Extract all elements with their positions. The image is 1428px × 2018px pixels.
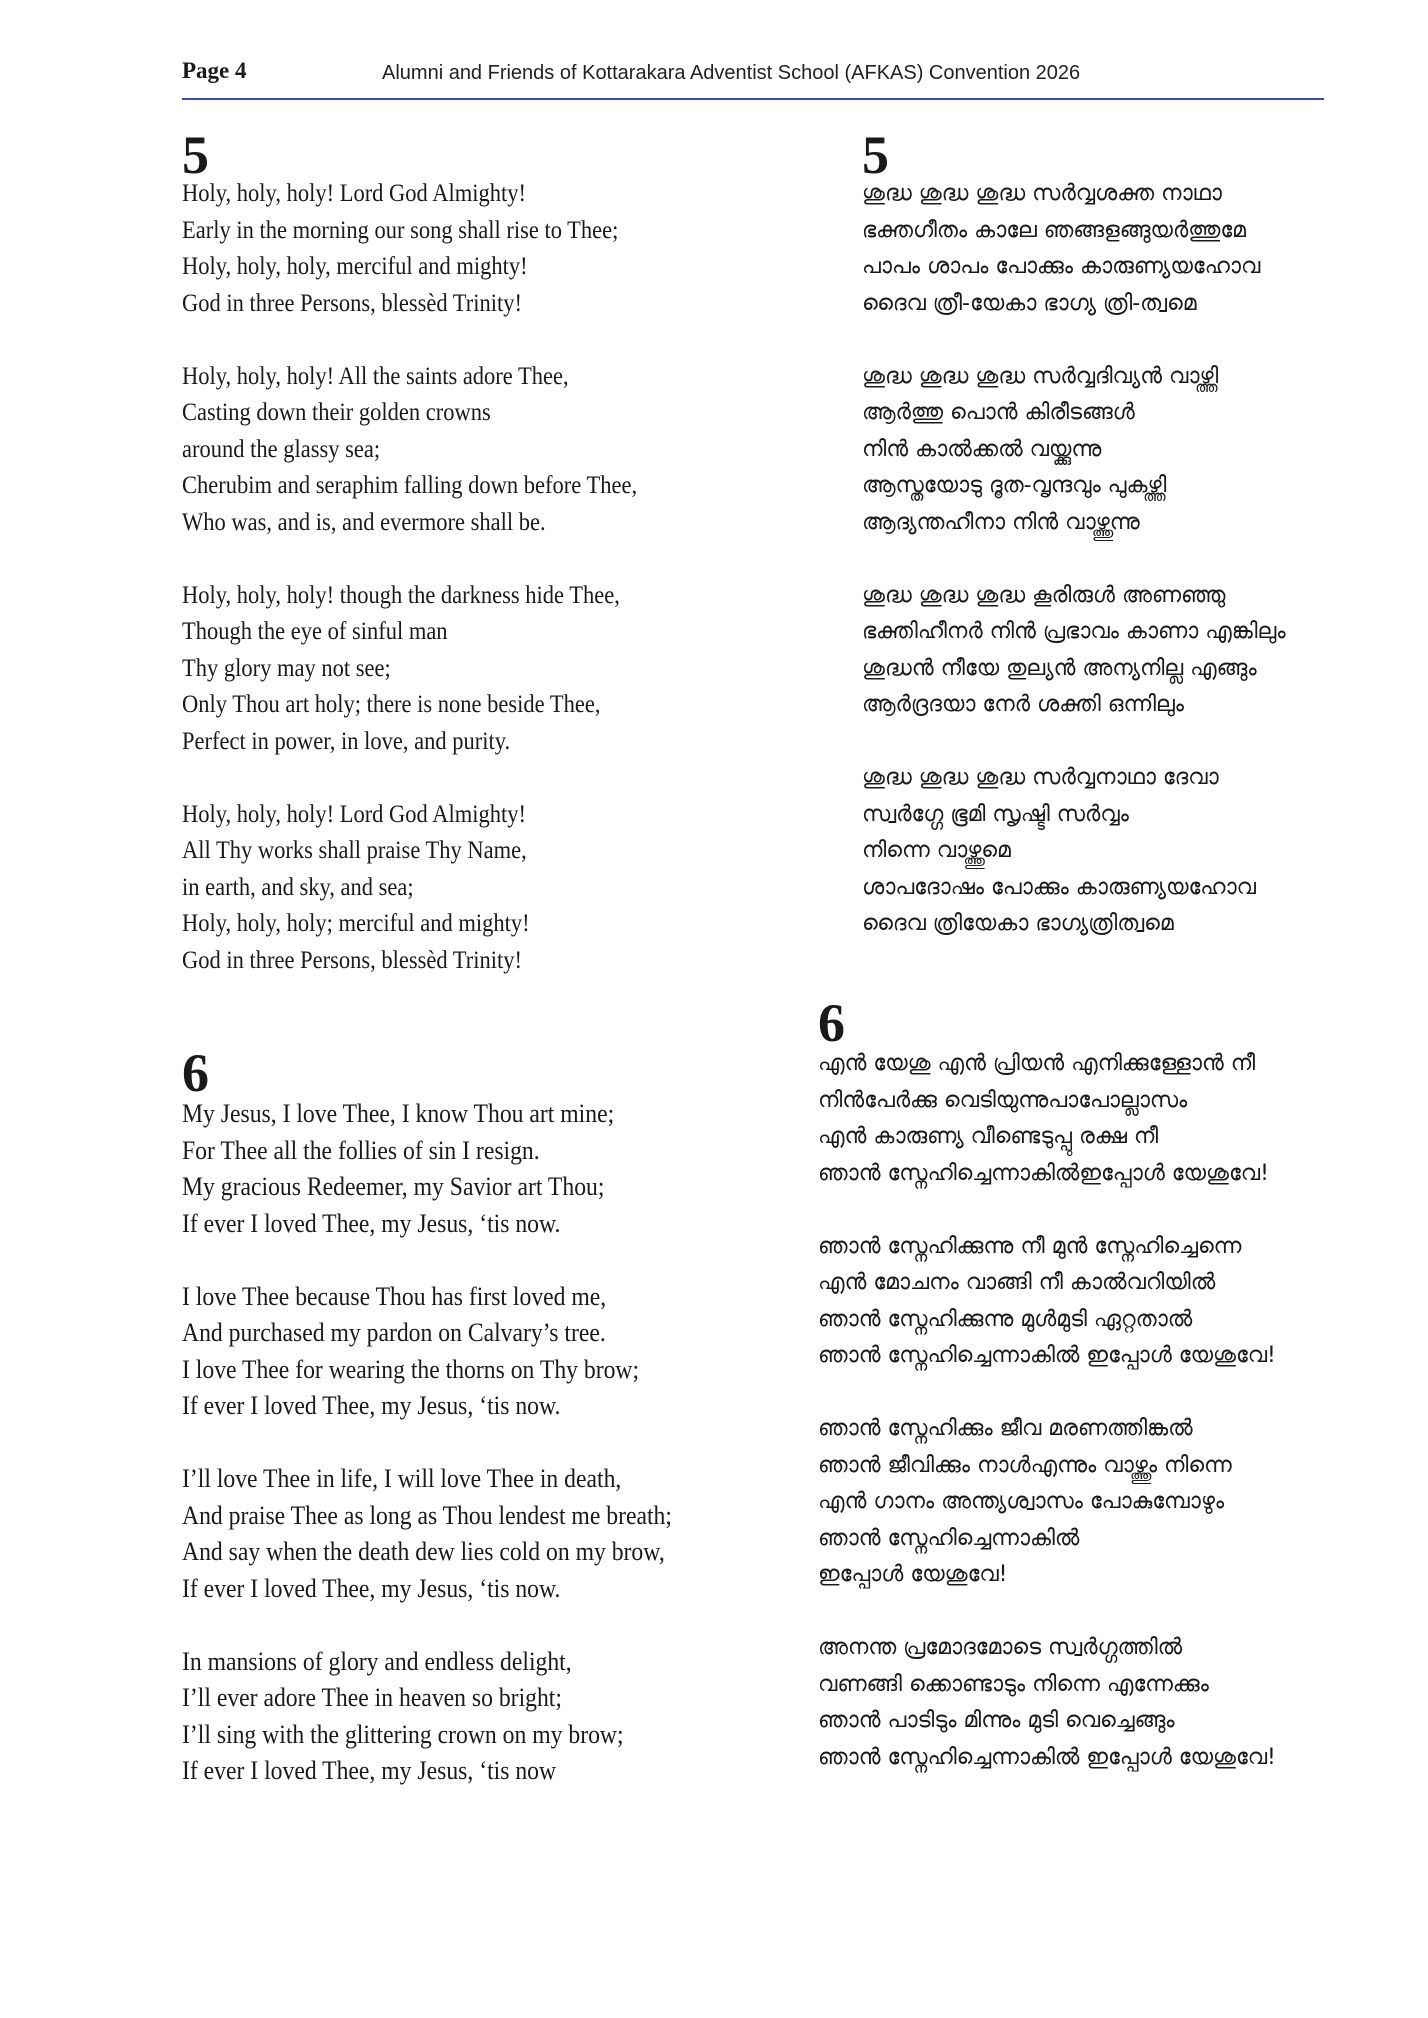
ml-hymn5-verse: [862, 176, 1286, 322]
en-hymn6-verse: [182, 1461, 672, 1607]
en-hymn5-line: Who was, and is, and evermore shall be.: [182, 508, 546, 536]
en-hymn5-line: Only Thou art holy; there is none beside Thee,: [182, 691, 601, 718]
en-hymn5-line: Cherubim and seraphim falling down before Thee,: [182, 472, 638, 499]
en-hymn5-line: Early in the morning our song shall rise to Thee;: [182, 216, 619, 244]
ml-hymn6-verse: [818, 1630, 1276, 1776]
ml-hymn6-line: എൻ കാരുണ്യ വീണ്ടെടുപ്പു രക്ഷ നീ: [818, 1124, 1159, 1149]
ml-hymn6-line: ഞാൻ സ്നേഹിച്ചെന്നാകിൽ ഇപ്പോൾ യേശുവേ!: [818, 1744, 1276, 1770]
en-hymn6-line: And say when the death dew lies cold on my brow,: [182, 1537, 665, 1566]
en-hymn5-line: in earth, and sky, and sea;: [182, 873, 414, 901]
ml-hymn5-line: ദൈവ ത്രിയേകാ ഭാഗ്യത്രിത്വമെ: [862, 911, 1174, 936]
ml-hymn5-line: ശുദ്ധ ശുദ്ധ ശുദ്ധ കൂരിരുൾ അണഞ്ഞു: [862, 582, 1226, 608]
ml-hymn5-line: ഭക്തിഹീനർ നിൻ പ്രഭാവം കാണാ എങ്കിലും: [862, 619, 1286, 644]
en-hymn5-line: Holy, holy, holy! Lord God Almighty!: [182, 800, 526, 828]
en-hymn6-line: If ever I loved Thee, my Jesus, ‘tis now.: [182, 1573, 561, 1603]
en-hymn5-verse: [182, 176, 637, 322]
en-hymn6-line: And purchased my pardon on Calvary’s tree.: [182, 1318, 606, 1347]
ml-hymn5-line: ശുദ്ധ ശുദ്ധ ശുദ്ധ സർവ്വനാഥാ ദേവാ: [862, 765, 1219, 790]
ml-hymn5-line: ശുദ്ധ ശുദ്ധ ശുദ്ധ സർവ്വദിവ്യൻ വാഴ്ത്തി: [862, 363, 1219, 389]
ml-hymn5-line: ശുദ്ധ ശുദ്ധ ശുദ്ധ സർവ്വശക്ത നാഥാ: [862, 181, 1222, 206]
en-hymn5-line: Holy, holy, holy! though the darkness hide Thee,: [182, 581, 620, 609]
hymn-number-ml-5: 5: [862, 125, 889, 185]
ml-hymn5-verse: [862, 578, 1286, 724]
hymn-5-malayalam: [862, 176, 1286, 979]
ml-hymn6-verse: [818, 1046, 1276, 1192]
ml-hymn5-line: നിന്നെ വാഴ്ത്തുമെ: [862, 838, 1011, 863]
hymn-number-ml-6: 6: [818, 993, 845, 1053]
en-hymn5-line: Holy, holy, holy! All the saints adore Thee,: [182, 362, 569, 390]
ml-hymn6-line: എൻ മോചനം വാങ്ങി നീ കാൽവറിയിൽ: [818, 1270, 1216, 1295]
en-hymn6-verse: [182, 1279, 672, 1425]
en-hymn5-line: Though the eye of sinful man: [182, 618, 448, 645]
en-hymn5-verse: [182, 578, 637, 761]
hymn-6-malayalam: [818, 1046, 1276, 1813]
en-hymn5-line: around the glassy sea;: [182, 435, 381, 463]
ml-hymn5-line: ആർത്തു പൊൻ കിരീടങ്ങൾ: [862, 400, 1135, 425]
en-hymn6-line: I’ll love Thee in life, I will love Thee in death,: [182, 1464, 622, 1493]
en-hymn6-line: If ever I loved Thee, my Jesus, ‘tis now.: [182, 1208, 561, 1238]
en-hymn6-verse: [182, 1644, 672, 1790]
hymn-6-english: [182, 1096, 672, 1826]
en-hymn5-line: Thy glory may not see;: [182, 654, 391, 682]
page-number: Page 4: [182, 58, 247, 83]
hymn-5-english: [182, 176, 637, 1016]
ml-hymn6-line: വണങ്ങി ക്കൊണ്ടാടും നിന്നെ എന്നേക്കും: [818, 1671, 1209, 1697]
ml-hymn5-line: ആദ്യന്തഹീനാ നിൻ വാഴ്ത്തുന്നു: [862, 509, 1140, 535]
ml-hymn6-line: നിൻപേർക്കു വെടിയുന്നുപാപോല്ലാസം: [818, 1087, 1188, 1113]
en-hymn5-verse: [182, 797, 637, 980]
running-title: Alumni and Friends of Kottarakara Adventist School (AFKAS) Convention 2026: [382, 62, 1081, 84]
ml-hymn6-line: അനന്ത പ്രമോദമോടെ സ്വർഗ്ഗത്തിൽ: [818, 1635, 1183, 1660]
ml-hymn6-line: ഞാൻ സ്നേഹിച്ചെന്നാകിൽ: [818, 1525, 1080, 1551]
en-hymn6-verse: [182, 1096, 672, 1242]
en-hymn6-line: In mansions of glory and endless delight,: [182, 1646, 572, 1676]
ml-hymn6-verse: [818, 1229, 1276, 1375]
en-hymn6-line: My Jesus, I love Thee, I know Thou art mine;: [182, 1099, 615, 1128]
ml-hymn6-line: എൻ യേശു എൻ പ്രിയൻ എനിക്കുള്ളോൻ നീ: [818, 1051, 1256, 1076]
ml-hymn6-line: ഞാൻ സ്നേഹിക്കുന്നു മുൾമുടി ഏറ്റതാൽ: [818, 1306, 1193, 1332]
ml-hymn5-line: ശാപദോഷം പോക്കും കാരുണ്യയഹോവ: [862, 874, 1256, 900]
en-hymn5-line: Holy, holy, holy! Lord God Almighty!: [182, 180, 526, 207]
en-hymn5-line: All Thy works shall praise Thy Name,: [182, 837, 527, 864]
en-hymn5-line: God in three Persons, blessèd Trinity!: [182, 289, 523, 317]
en-hymn6-line: My gracious Redeemer, my Savior art Thou;: [182, 1172, 605, 1201]
ml-hymn5-line: പാപം ശാപം പോക്കും കാരുണ്യയഹോവ: [862, 254, 1261, 279]
en-hymn6-line: I love Thee for wearing the thorns on Thy brow;: [182, 1354, 640, 1384]
en-hymn6-line: I’ll sing with the glittering crown on my brow;: [182, 1719, 624, 1749]
hymn-number-en-5: 5: [182, 125, 209, 185]
ml-hymn6-line: ഞാൻ സ്നേഹിച്ചെന്നാകിൽഇപ്പോൾ യേശുവേ!: [818, 1160, 1269, 1186]
ml-hymn5-line: ശുദ്ധൻ നീയേ തുല്യൻ അന്യനില്ല എങ്ങും: [862, 655, 1257, 681]
ml-hymn5-line: ദൈവ ത്രീ-യേകാ ഭാഗ്യ ത്രി-ത്വമെ: [862, 290, 1197, 316]
ml-hymn6-line: ഞാൻ സ്നേഹിച്ചെന്നാകിൽ ഇപ്പോൾ യേശുവേ!: [818, 1343, 1276, 1368]
ml-hymn5-line: നിൻ കാൽക്കൽ വയ്ക്കുന്നു: [862, 436, 1102, 462]
ml-hymn6-line: എൻ ഗാനം അന്ത്യശ്വാസം പോകുമ്പോഴും: [818, 1489, 1225, 1514]
ml-hymn5-line: ആസ്തയോടു ദൂത-വൃന്ദവും പുകഴ്ത്തി: [862, 473, 1167, 498]
en-hymn6-line: And praise Thee as long as Thou lendest me breath;: [182, 1500, 672, 1530]
ml-hymn5-line: ഭക്തഗീതം കാലേ ഞങ്ങളങ്ങുയർത്തുമേ: [862, 217, 1246, 243]
en-hymn5-line: Holy, holy, holy, merciful and mighty!: [182, 253, 528, 280]
en-hymn6-line: If ever I loved Thee, my Jesus, ‘tis now: [182, 1756, 557, 1785]
hymn-number-en-6: 6: [182, 1043, 209, 1103]
en-hymn6-line: I love Thee because Thou has first loved me,: [182, 1281, 607, 1311]
ml-hymn6-line: ഞാൻ സ്നേഹിക്കും ജീവ മരണത്തിങ്കൽ: [818, 1416, 1193, 1441]
ml-hymn5-verse: [862, 760, 1286, 943]
ml-hymn6-line: ഞാൻ ജീവിക്കും നാൾഎന്നും വാഴ്ത്തും നിന്നെ: [818, 1452, 1232, 1478]
en-hymn5-verse: [182, 359, 637, 542]
ml-hymn5-line: സ്വർഗ്ഗേ ഭൂമി സൃഷ്ടി സർവ്വം: [862, 801, 1129, 827]
ml-hymn6-line: ഞാൻ പാടിടും മിന്നും മുടി വെച്ചെങ്ങും: [818, 1708, 1175, 1733]
ml-hymn6-line: ഇപ്പോൾ യേശുവേ!: [818, 1562, 1008, 1587]
ml-hymn5-verse: [862, 359, 1286, 542]
page-header: [182, 58, 1324, 100]
en-hymn6-line: If ever I loved Thee, my Jesus, ‘tis now.: [182, 1391, 561, 1420]
ml-hymn6-line: ഞാൻ സ്നേഹിക്കുന്നു നീ മുൻ സ്നേഹിച്ചെന്നെ: [818, 1233, 1242, 1259]
en-hymn6-line: For Thee all the follies of sin I resign.: [182, 1135, 540, 1165]
ml-hymn5-line: ആർദ്രദയാ നേർ ശക്തി ഒന്നിലും: [862, 692, 1185, 717]
en-hymn5-line: Holy, holy, holy; merciful and mighty!: [182, 910, 530, 937]
en-hymn5-line: God in three Persons, blessèd Trinity!: [182, 946, 523, 974]
en-hymn6-line: I’ll ever adore Thee in heaven so bright;: [182, 1683, 562, 1712]
en-hymn5-line: Perfect in power, in love, and purity.: [182, 727, 511, 755]
en-hymn5-line: Casting down their golden crowns: [182, 399, 491, 426]
ml-hymn6-verse: [818, 1411, 1276, 1594]
